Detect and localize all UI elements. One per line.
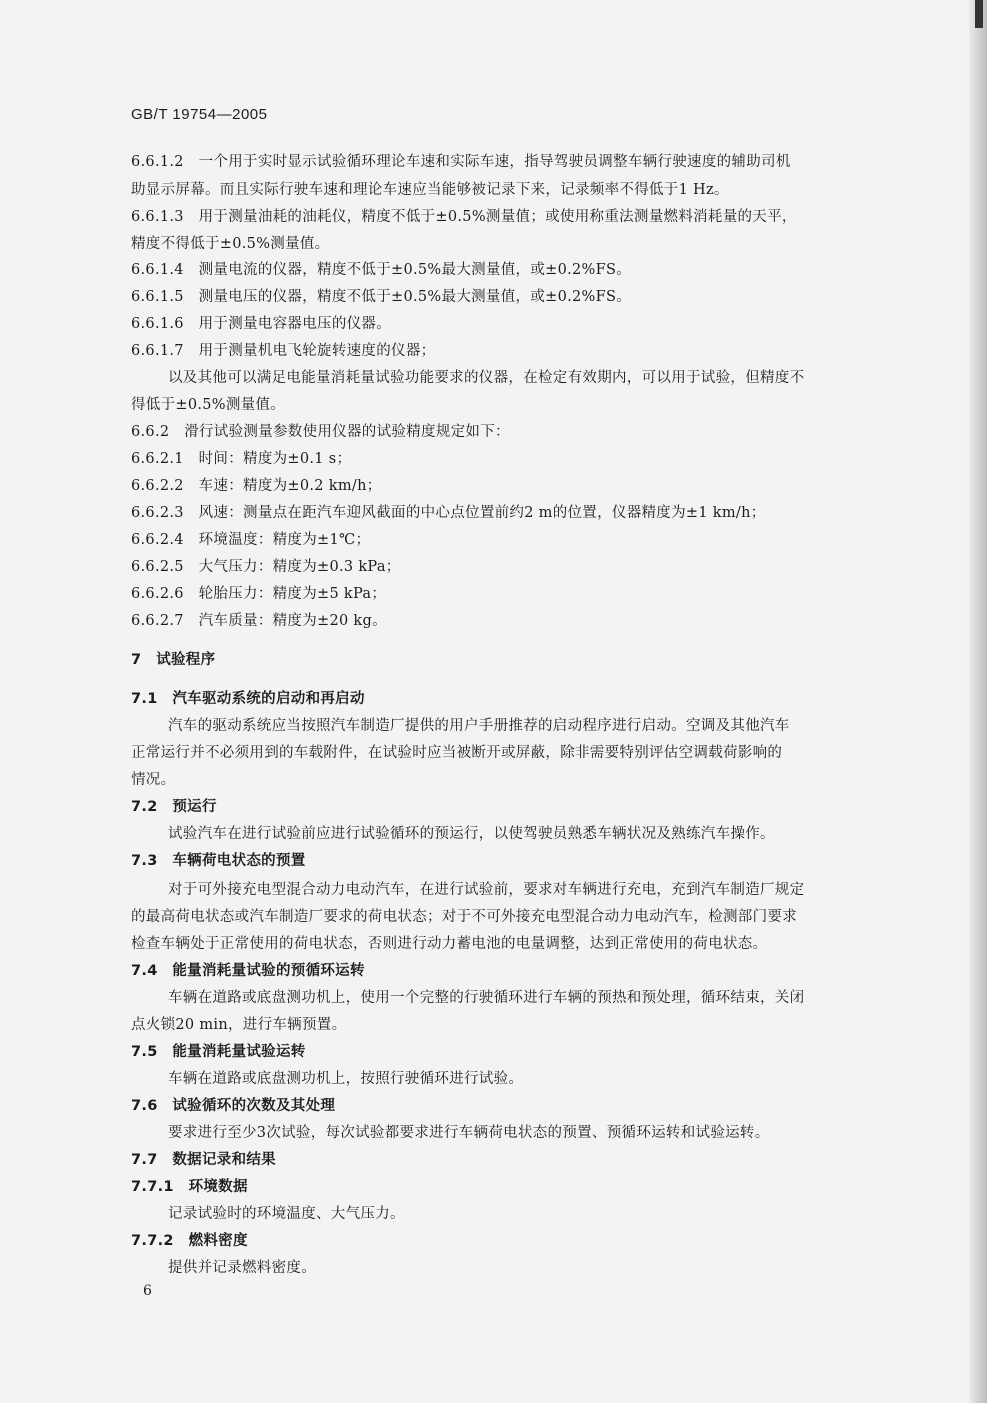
clause-6-6-2-1: 6.6.2.1 时间：精度为±0.1 s； <box>131 451 352 467</box>
clause-6-6-1-5: 6.6.1.5 测量电压的仪器，精度不低于±0.5%最大测量值，或±0.2%FS。 <box>131 289 631 305</box>
paragraph-7-7-2: 提供并记录燃料密度。 <box>168 1260 316 1276</box>
clause-6-6-2-3: 6.6.2.3 风速：测量点在距汽车迎风截面的中心点位置前约2 m的位置，仪器精度为±1 km/h； <box>131 505 766 521</box>
paragraph-7-4-line1: 车辆在道路或底盘测功机上，使用一个完整的行驶循环进行车辆的预热和预处理，循环结束，关闭 <box>168 990 805 1006</box>
paragraph-7-1-line1: 汽车的驱动系统应当按照汽车制造厂提供的用户手册推荐的启动程序进行启动。空调及其他汽车 <box>168 718 790 734</box>
paragraph-other-instruments-line2: 得低于±0.5%测量值。 <box>131 397 286 413</box>
paragraph-7-3-line2: 的最高荷电状态或汽车制造厂要求的荷电状态；对于不可外接充电型混合动力电动汽车，检测部门要求 <box>131 909 797 925</box>
paragraph-7-5: 车辆在道路或底盘测功机上，按照行驶循环进行试验。 <box>168 1071 524 1087</box>
clause-6-6-2-2: 6.6.2.2 车速：精度为±0.2 km/h； <box>131 478 382 494</box>
paragraph-7-3-line1: 对于可外接充电型混合动力电动汽车，在进行试验前，要求对车辆进行充电，充到汽车制造厂规定 <box>168 882 805 898</box>
scan-edge-shadow <box>969 0 987 1403</box>
clause-6-6-1-2-line1: 6.6.1.2 一个用于实时显示试验循环理论车速和实际车速，指导驾驶员调整车辆行驶速度的辅助司机 <box>131 154 791 170</box>
heading-7-5: 7.5 能量消耗量试验运转 <box>131 1044 306 1060</box>
clause-6-6-1-4: 6.6.1.4 测量电流的仪器，精度不低于±0.5%最大测量值，或±0.2%FS。 <box>131 262 631 278</box>
paragraph-7-3-line3: 检查车辆处于正常使用的荷电状态，否则进行动力蓄电池的电量调整，达到正常使用的荷电状态。 <box>131 936 768 952</box>
heading-7-7: 7.7 数据记录和结果 <box>131 1152 276 1168</box>
paragraph-7-6: 要求进行至少3次试验，每次试验都要求进行车辆荷电状态的预置、预循环运转和试验运转。 <box>168 1125 770 1141</box>
standard-code: GB/T 19754—2005 <box>131 106 268 123</box>
heading-7-4: 7.4 能量消耗量试验的预循环运转 <box>131 963 365 979</box>
heading-7-7-2: 7.7.2 燃料密度 <box>131 1233 248 1249</box>
section-7-heading: 7 试验程序 <box>131 652 216 668</box>
clause-6-6-2-4: 6.6.2.4 环境温度：精度为±1℃； <box>131 532 371 548</box>
paragraph-7-1-line2: 正常运行并不必须用到的车载附件，在试验时应当被断开或屏蔽，除非需要特别评估空调载荷影响的 <box>131 745 783 761</box>
heading-7-6: 7.6 试验循环的次数及其处理 <box>131 1098 336 1114</box>
clause-6-6-1-3-line1: 6.6.1.3 用于测量油耗的油耗仪，精度不低于±0.5%测量值；或使用称重法测量燃料消耗量的天平， <box>131 209 797 225</box>
clause-6-6-1-7: 6.6.1.7 用于测量机电飞轮旋转速度的仪器； <box>131 343 436 359</box>
heading-7-2: 7.2 预运行 <box>131 799 217 815</box>
heading-7-1: 7.1 汽车驱动系统的启动和再启动 <box>131 691 365 707</box>
paragraph-7-4-line2: 点火锁20 min，进行车辆预置。 <box>131 1017 347 1033</box>
heading-7-7-1: 7.7.1 环境数据 <box>131 1179 248 1195</box>
clause-6-6-1-2-line2: 助显示屏幕。而且实际行驶车速和理论车速应当能够被记录下来，记录频率不得低于1 Hz。 <box>131 182 729 198</box>
clause-6-6-2-7: 6.6.2.7 汽车质量：精度为±20 kg。 <box>131 613 387 629</box>
clause-6-6-1-6: 6.6.1.6 用于测量电容器电压的仪器。 <box>131 316 392 332</box>
clause-6-6-2-5: 6.6.2.5 大气压力：精度为±0.3 kPa； <box>131 559 401 575</box>
clause-6-6-1-3-line2: 精度不得低于±0.5%测量值。 <box>131 236 330 252</box>
paragraph-other-instruments-line1: 以及其他可以满足电能量消耗量试验功能要求的仪器，在检定有效期内，可以用于试验，但精度不 <box>168 370 805 386</box>
scan-edge-mark <box>975 0 983 28</box>
heading-7-3: 7.3 车辆荷电状态的预置 <box>131 853 306 869</box>
page-number: 6 <box>143 1283 152 1299</box>
paragraph-7-7-1: 记录试验时的环境温度、大气压力。 <box>168 1206 405 1222</box>
paragraph-7-1-line3: 情况。 <box>131 772 176 788</box>
clause-6-6-2-6: 6.6.2.6 轮胎压力：精度为±5 kPa； <box>131 586 387 602</box>
clause-6-6-2: 6.6.2 滑行试验测量参数使用仪器的试验精度规定如下： <box>131 424 510 440</box>
paragraph-7-2: 试验汽车在进行试验前应进行试验循环的预运行，以使驾驶员熟悉车辆状况及熟练汽车操作。 <box>168 826 775 842</box>
